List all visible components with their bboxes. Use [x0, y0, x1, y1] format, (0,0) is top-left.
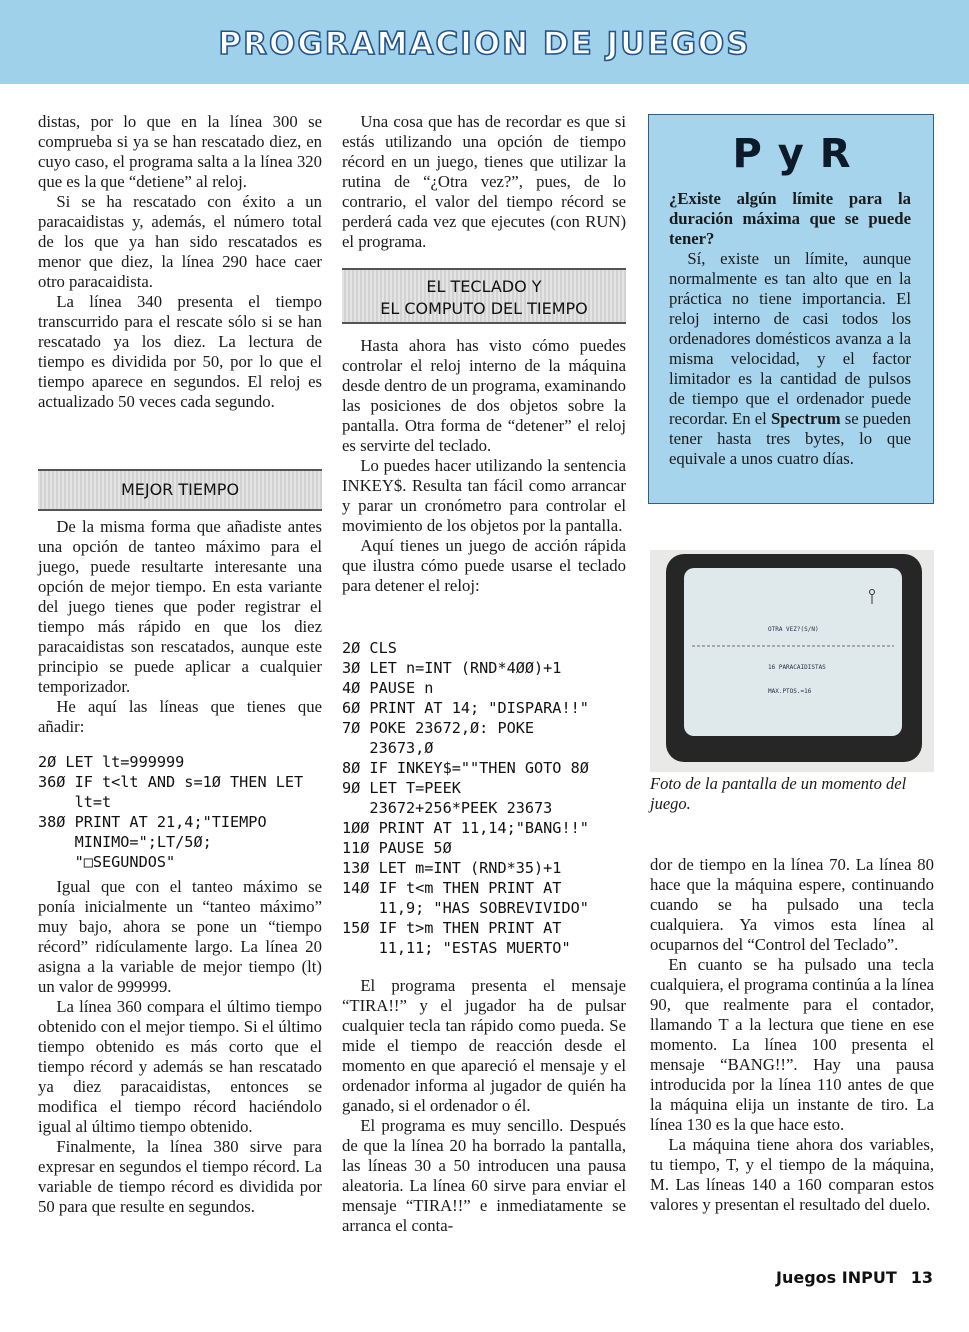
screen-text-max-ptos: MAX.PTOS.=16	[768, 688, 812, 695]
screen-text-otra-vez: OTRA VEZ?(S/N)	[768, 626, 819, 633]
heading-line: EL COMPUTO DEL TIEMPO	[380, 299, 588, 318]
paragraph: distas, por lo que en la línea 300 se comprueba si ya se han rescatado diez, en cuyo caso, el programa salta a la línea 320 que es la que “detiene” al reloj.	[38, 112, 322, 191]
photo-caption: Foto de la pantalla de un momento del juego.	[650, 774, 907, 813]
paragraph: La línea 360 compara el último tiempo obtenido con el mejor tiempo. Si el último tiempo obtenido es más corto que el tiempo récord y además se han rescatado ya diez paracaidistas, entonces se modifica el tiempo récord haciéndolo igual al último tiempo obtenido.	[38, 997, 322, 1136]
paragraph: dor de tiempo en la línea 70. La línea 80 hace que la máquina espere, continuando cuando se ha pulsado una tecla cualquiera. Ya vimos esta línea al ocuparnos del “Control del Teclado”.	[650, 855, 934, 954]
paragraph: Igual que con el tanteo máximo se ponía inicialmente un “tanteo máximo” muy bajo, ahora se pone un “tiempo récord” ridículamente largo. La línea 20 asigna a la variable de mejor tiempo (lt) un valor de 999999.	[38, 877, 322, 996]
paragraph: En cuanto se ha pulsado una tecla cualquiera, el programa continúa a la línea 90, que realmente para el contador, llamando T a la lectura que tiene en ese momento. La línea 100 presenta el mensaje “BANG!!”. Hay una pausa introducida por la línea 110 antes de que la máquina elija un instante de tiro. La línea 130 es la que hace esto.	[650, 955, 935, 1134]
screen-text-paracaidistas: 16 PARACAIDISTAS	[768, 664, 826, 671]
column-3	[650, 855, 934, 1215]
section-heading-teclado	[342, 268, 626, 324]
monitor-screen	[684, 568, 902, 736]
column-2-top	[342, 112, 626, 252]
heading-line: EL TECLADO Y	[426, 277, 542, 296]
paragraph: La línea 340 presenta el tiempo transcurrido para el rescate sólo si se han rescatado ya los diez. La lectura de tiempo es dividida por 50, por lo que el tiempo aparece en segundos. El reloj es actualizado 50 veces cada segundo.	[38, 292, 322, 411]
paragraph: Una cosa que has de recordar es que si estás utilizando una opción de tiempo récord en un juego, tienes que utilizar la rutina de “¿Otra vez?”, pues, de lo contrario, el valor del tiempo récord se perderá cada vez que ejecutes (con RUN) el programa.	[342, 112, 626, 251]
footer-label: Juegos INPUT	[776, 1268, 897, 1287]
pyr-title: P y R	[732, 131, 852, 177]
pyr-sidebar-box	[648, 114, 934, 504]
paragraph: La máquina tiene ahora dos variables, tu tiempo, T, y el tiempo de la máquina, M. Las líneas 140 a 160 comparan estos valores y presentan el resultado del duelo.	[650, 1135, 934, 1214]
paragraph: El programa presenta el mensaje “TIRA!!” y el jugador ha de pulsar cualquier tecla tan rápido como pueda. Se mide el tiempo de reacción desde el momento en que apareció el mensaje y el ordenador informa al jugador de quién ha ganado, si el ordenador o él.	[342, 976, 626, 1115]
monitor-bezel	[666, 554, 922, 762]
pyr-text	[669, 189, 911, 469]
paragraph: He aquí las líneas que tienes que añadir:	[38, 697, 322, 736]
page-title: PROGRAMACION DE JUEGOS	[218, 26, 751, 62]
code-listing-2: 2Ø CLS 3Ø LET n=INT (RND*4ØØ)+1 4Ø PAUSE n 6Ø PRINT AT 14; "DISPARA!!" 7Ø POKE 23672,Ø: POKE 23673,Ø 8Ø IF INKEY$=""THEN GOTO 8Ø 9Ø LET T=PEEK 23672+256*PEEK 23673 1ØØ PRINT AT 11,14;"BANG!!" 11Ø PAUSE 5Ø 13Ø LET m=INT (RND*35)+1 14Ø IF t<m THEN PRINT AT 11,9; "HAS SOBREVIVIDO" 15Ø IF t>m THEN PRINT AT 11,11; "ESTAS MUERTO"	[342, 639, 589, 957]
page-footer	[776, 1268, 933, 1287]
paragraph: Finalmente, la línea 380 sirve para expresar en segundos el tiempo récord. La variable de tiempo récord es dividida por 50 para que resulte en segundos.	[38, 1137, 322, 1216]
paragraph: El programa es muy sencillo. Después de que la línea 20 ha borrado la pantalla, las líneas 30 a 50 introducen una pausa aleatoria. La línea 60 sirve para enviar el mensaje “TIRA!!” e inmediatamente se arranca el conta-	[342, 1116, 626, 1235]
paragraph: Si se ha rescatado con éxito a un paracaidistas y, además, el número total de los que ya han sido rescatados es menor que diez, la línea 290 hace caer otro paracaidista.	[38, 192, 322, 291]
paragraph: Hasta ahora has visto cómo puedes controlar el reloj interno de la máquina desde dentro de un programa, examinando las posiciones de dos objetos sobre la pantalla. Otra forma de “detener” el reloj es servirte del teclado.	[342, 336, 626, 455]
pyr-answer-part: se pueden tener hasta tres bytes, lo que equivale a unos cuatro días.	[669, 409, 911, 468]
page-number: 13	[910, 1268, 933, 1287]
paragraph: De la misma forma que añadiste antes una opción de tanteo máximo para el juego, puede resultarte interesante una opción de mejor tiempo. En esta variante del juego tienes que poder registrar el tiempo más rápido en que los diez paracaidistas son rescatados, aunque este principio se puede aplicar a cualquier temporizador.	[38, 517, 322, 696]
column-2-mid	[342, 336, 626, 596]
section-heading-mejor-tiempo: MEJOR TIEMPO	[38, 469, 322, 511]
column-1-bottom	[38, 877, 322, 1217]
column-1-top	[38, 112, 322, 412]
pyr-answer	[669, 249, 911, 469]
column-1-mid	[38, 517, 322, 737]
pyr-answer-bold: Spectrum	[770, 409, 841, 428]
code-listing-1: 2Ø LET lt=999999 36Ø IF t<lt AND s=1Ø THEN LET lt=t 38Ø PRINT AT 21,4;"TIEMPO MINIMO=";LT/5Ø; "□SEGUNDOS"	[38, 753, 304, 871]
screen-photo	[650, 550, 934, 772]
pyr-question: ¿Existe algún límite para la duración máxima que se puede tener?	[669, 189, 911, 248]
header-banner	[0, 0, 969, 84]
paragraph: Lo puedes hacer utilizando la sentencia INKEY$. Resulta tan fácil como arrancar y parar un cronómetro para controlar el movimiento de los objetos por la pantalla.	[342, 456, 626, 535]
paragraph: Aquí tienes un juego de acción rápida que ilustra cómo puede usarse el teclado para detener el reloj:	[342, 536, 626, 595]
column-2-bottom	[342, 976, 626, 1236]
pyr-answer-part: Sí, existe un límite, aunque normalmente es tan alto que en la práctica no tiene importancia. El reloj interno de casi todos los ordenadores domésticos avanza a la misma velocidad, y el factor limitador es la cantidad de pulsos de tiempo que el ordenador puede recordar. En el	[669, 249, 911, 428]
parachutist-icon	[684, 568, 902, 736]
